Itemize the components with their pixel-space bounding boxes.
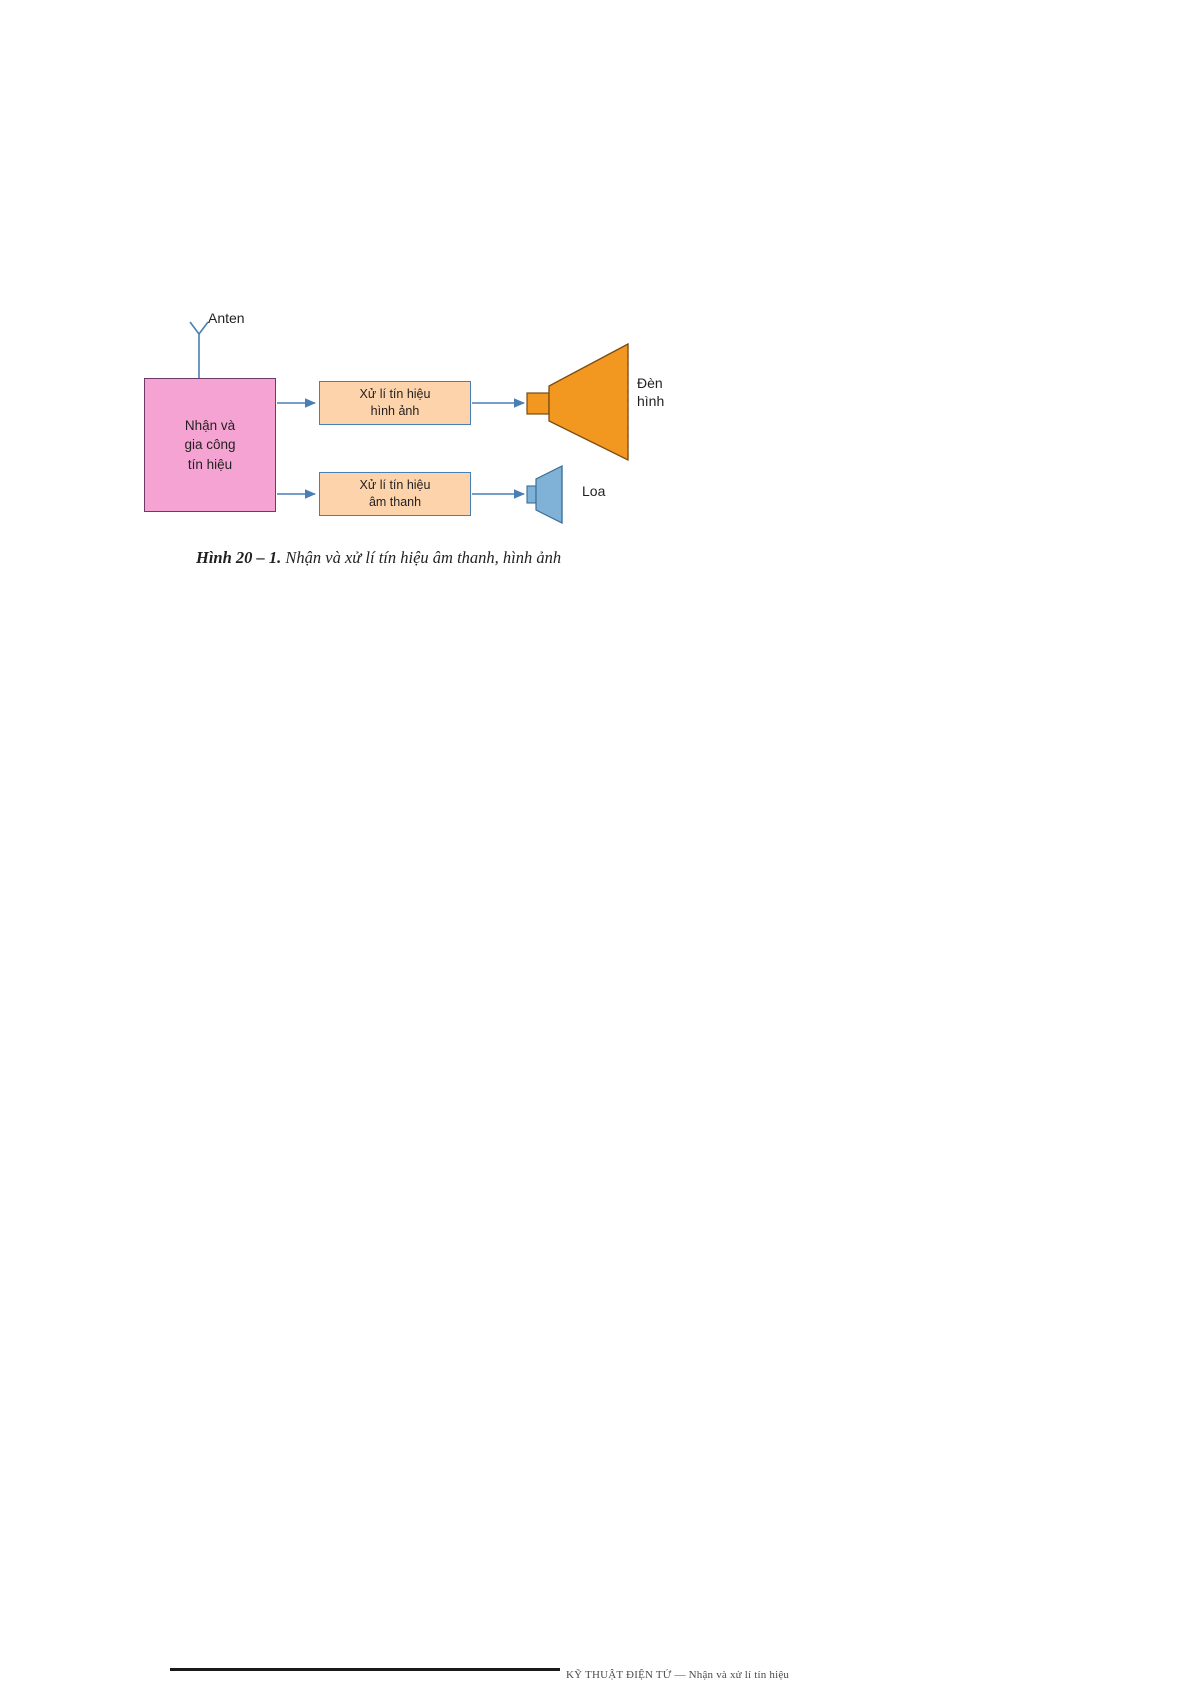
- node-speaker-label: Loa: [582, 483, 606, 499]
- node-receiver: [144, 378, 276, 512]
- antenna-label: Anten: [208, 310, 245, 326]
- node-receiver-label: Nhận và gia công tín hiệu: [184, 417, 236, 472]
- speaker-icon: [527, 466, 562, 523]
- node-crt-label: Đèn hình: [637, 375, 665, 410]
- node-audio-processor-label: Xử lí tín hiệu âm thanh: [359, 478, 431, 509]
- crt-tube-icon: [527, 344, 628, 460]
- node-video-processor-label: Xử lí tín hiệu hình ảnh: [359, 387, 431, 418]
- figure-caption: [196, 548, 996, 568]
- footer-text: KỸ THUẬT ĐIỆN TỬ — Nhận và xử lí tín hiệu: [566, 1669, 790, 1681]
- node-video-processor: [319, 381, 471, 425]
- node-audio-processor: [319, 472, 471, 516]
- footer-divider: [170, 1668, 560, 1671]
- figure-block-diagram: [130, 310, 750, 540]
- figure-caption-text: Nhận và xử lí tín hiệu âm thanh, hình ảnh: [281, 548, 562, 567]
- page-footer: [0, 1659, 1191, 1685]
- figure-caption-number: Hình 20 – 1.: [196, 548, 282, 567]
- antenna-icon: [190, 322, 208, 378]
